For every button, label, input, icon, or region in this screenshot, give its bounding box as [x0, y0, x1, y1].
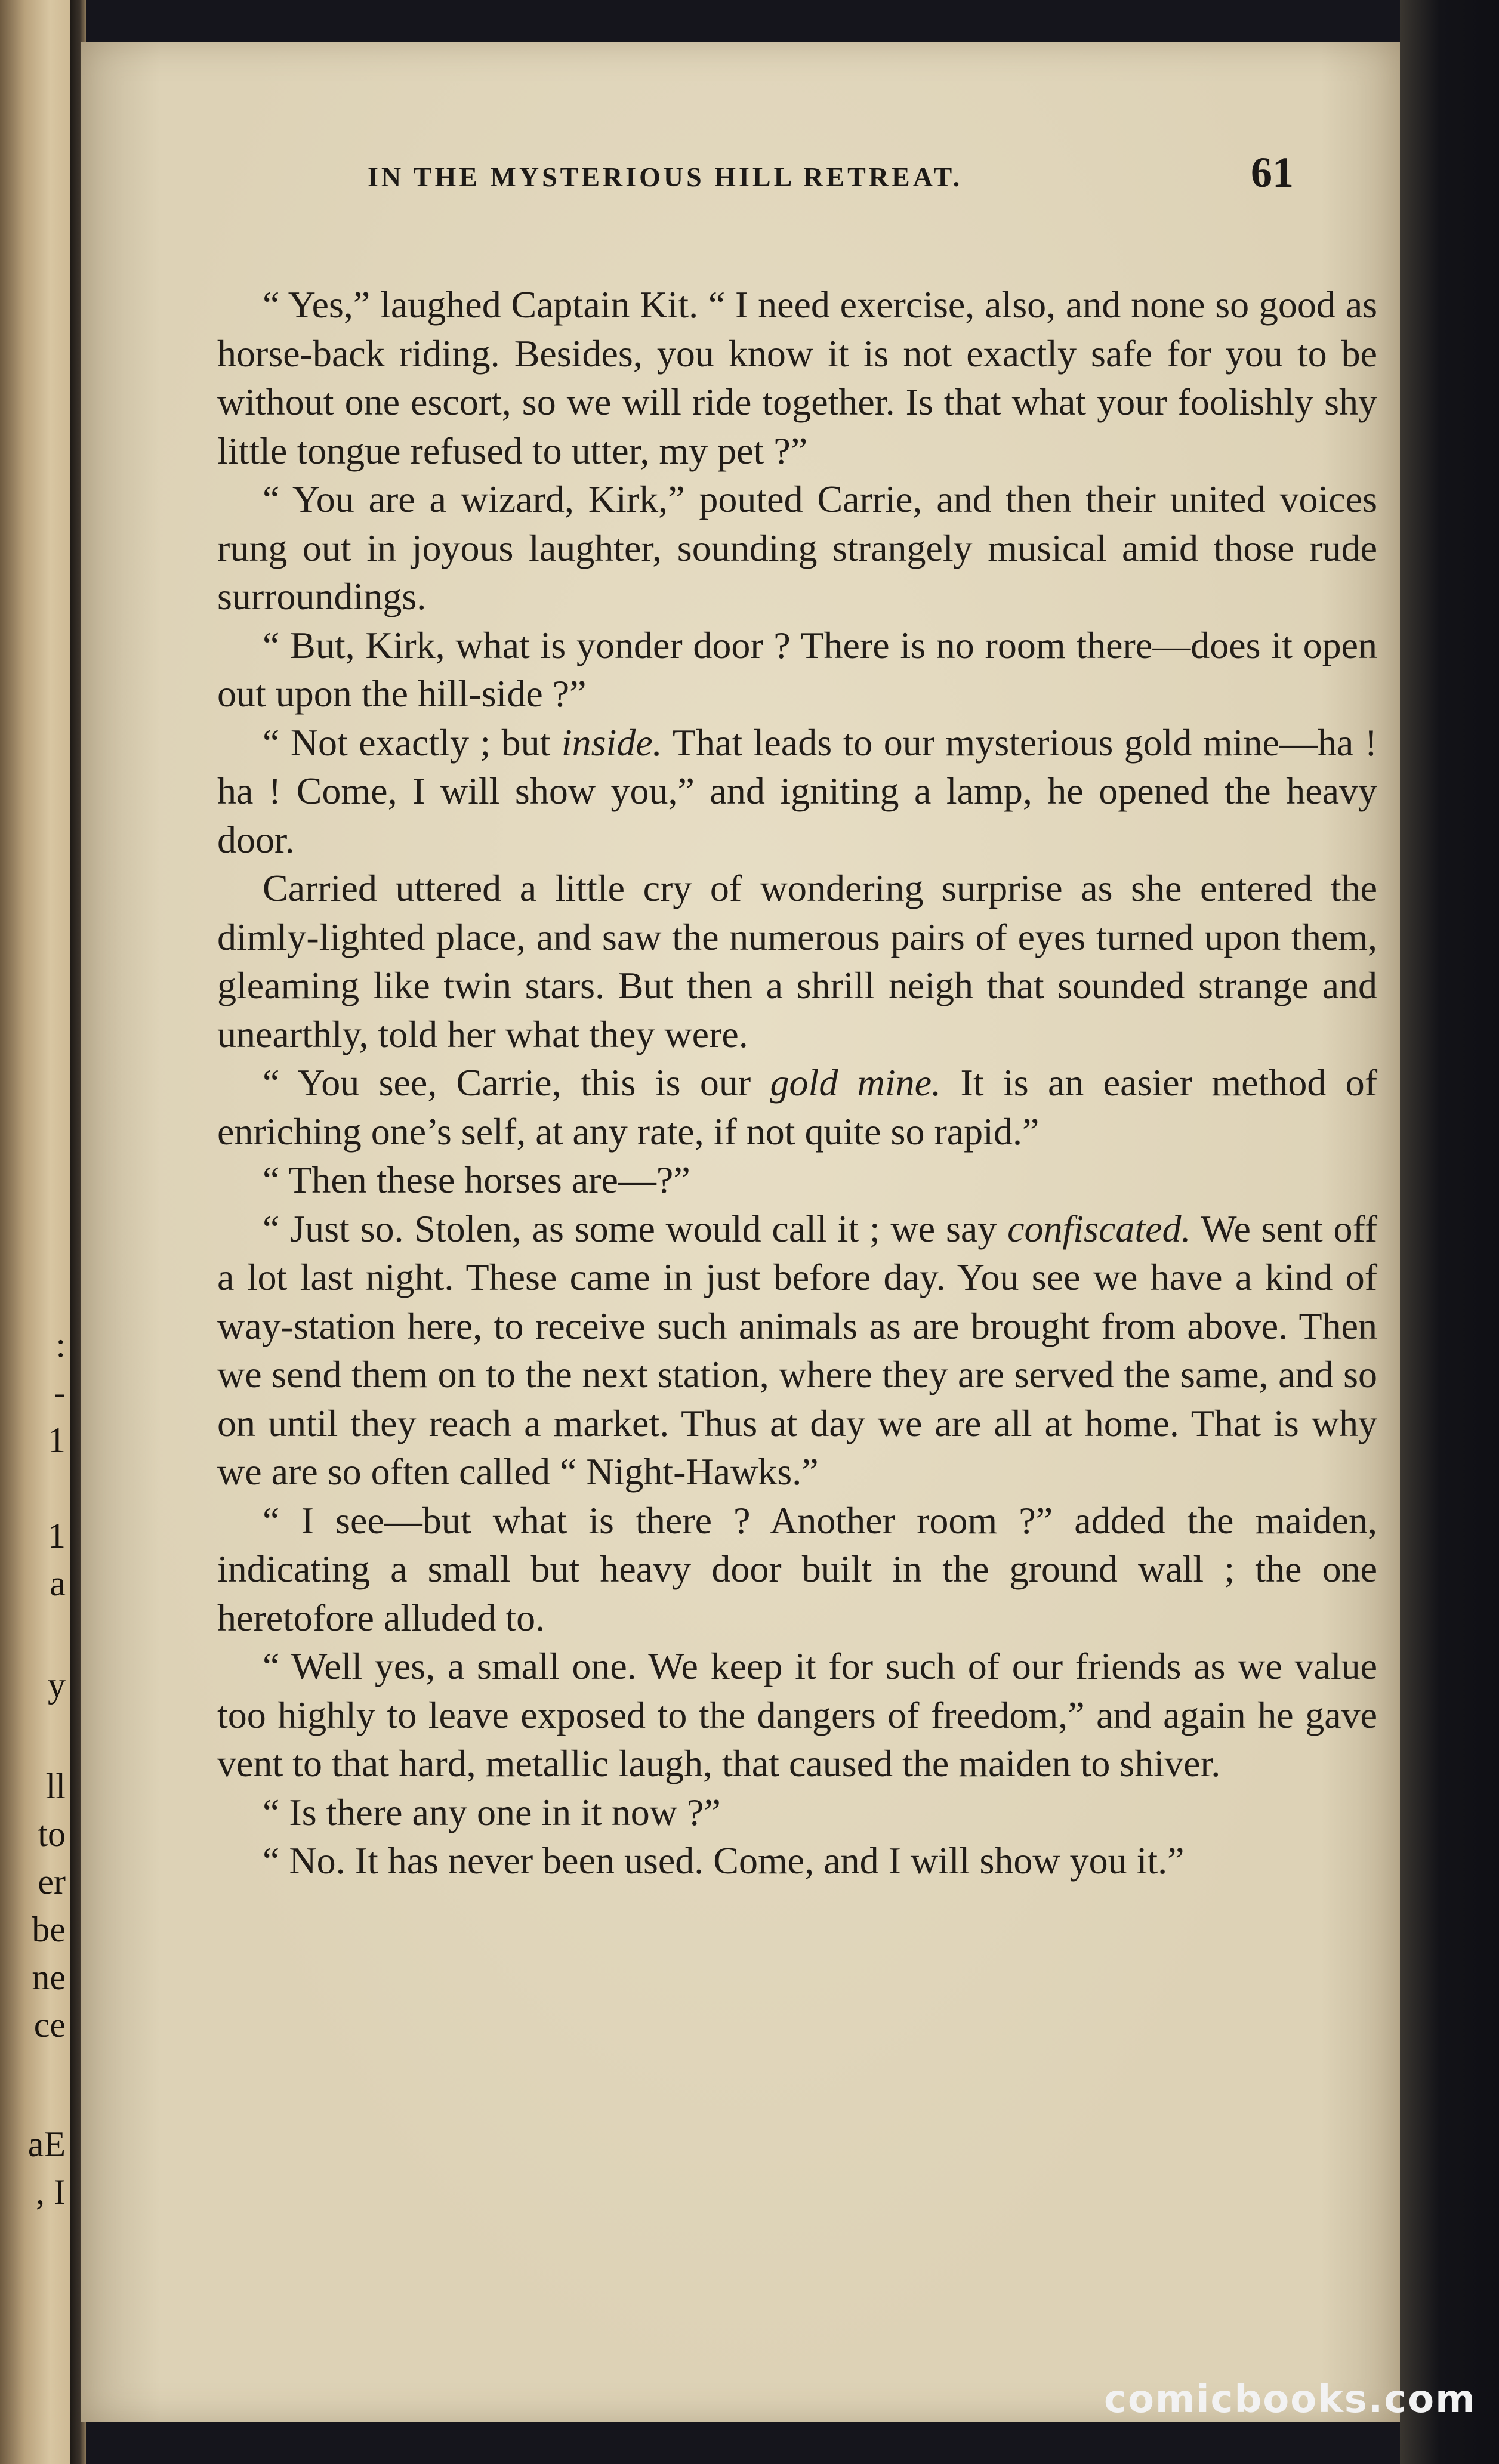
left-page-fragment: y: [48, 1665, 66, 1705]
paragraph-text: “ You see, Carrie, this is our: [263, 1061, 770, 1104]
italic-text: gold mine.: [770, 1061, 942, 1104]
paragraph: [217, 1836, 1377, 1885]
paragraph-text: Carried uttered a little cry of wondering surprise as she entered the dimly-lighted place, and saw the numerous pairs of eyes turned upon them, gleaming like twin stars. But then a shrill neigh that sounded strange and unearthly, told her what they were.: [217, 867, 1377, 1055]
paragraph: [217, 1642, 1377, 1788]
paragraph-text: “ But, Kirk, what is yonder door ? There is no room there—does it open out upon the hill-side ?”: [217, 623, 1377, 715]
paragraph-text: “ You are a wizard, Kirk,” pouted Carrie, and then their united voices rung out in joyous laughter, sounding strangely musical amid those rude surroundings.: [217, 478, 1377, 617]
body-text: [217, 280, 1377, 1885]
left-page-fragment: -: [54, 1373, 66, 1412]
paragraph: [217, 475, 1377, 621]
italic-text: inside.: [561, 721, 662, 764]
paragraph-text: “ Yes,” laughed Captain Kit. “ I need exercise, also, and none so good as horse-back riding. Besides, you know it is not exactly safe for you to be without one escort, so we will ride together. Is that what your foolishly shy little tongue refused to utter, my pet ?”: [217, 283, 1377, 472]
left-page-fragment: ll: [45, 1767, 66, 1806]
book-right-edge: [1400, 0, 1499, 2464]
paragraph: [217, 1496, 1377, 1642]
paragraph-text: “ Then these horses are—?”: [263, 1159, 690, 1201]
book-page: [81, 42, 1400, 2422]
left-page-fragment: ne: [32, 1957, 66, 1997]
paragraph-text: That leads to our mysterious gold mine—ha ! ha ! Come, I will show you,” and igniting a lamp, he opened the heavy door.: [217, 721, 1378, 861]
paragraph: [217, 621, 1377, 718]
left-page-fragment: er: [38, 1862, 66, 1901]
paragraph-text: “ Just so. Stolen, as some would call it ; we say: [263, 1207, 1008, 1250]
left-page-fragment: :: [55, 1325, 66, 1364]
left-page-fragment: ce: [33, 2005, 66, 2045]
left-page-fragment: , I: [36, 2172, 66, 2212]
paragraph-text: We sent off a lot last night. These came in just before day. You see we have a kind of way-station here, to receive such animals as are brought from above. Then we send them on to the next station, where they are served the same, and so on until they reach a market. Thus at day we are all at home. That is why we are so often called “ Night-Hawks.”: [217, 1207, 1378, 1493]
paragraph: [217, 1788, 1377, 1837]
paragraph-text: “ Is there any one in it now ?”: [263, 1790, 721, 1833]
left-page-fragment: aE: [27, 2125, 66, 2164]
running-head: IN THE MYSTERIOUS HILL RETREAT.: [368, 162, 963, 192]
left-page-fragment: 1: [48, 1516, 66, 1555]
page-number: 61: [1251, 149, 1294, 196]
left-page-fragment: be: [32, 1910, 66, 1949]
paragraph-text: “ No. It has never been used. Come, and I will show you it.”: [263, 1839, 1185, 1882]
paragraph: [217, 280, 1377, 475]
left-page-fragment: a: [50, 1564, 66, 1603]
paragraph: [217, 718, 1377, 864]
paragraph-text: “ Not exactly ; but: [263, 721, 562, 764]
paragraph-text: “ Well yes, a small one. We keep it for such of our friends as we value too highly to leave exposed to the dangers of freedom,” and again he gave vent to that hard, metallic laugh, that caused the maiden to shiver.: [217, 1645, 1377, 1784]
left-page-fragment: 1: [48, 1421, 66, 1460]
paragraph: [217, 1156, 1377, 1205]
paragraph-text: “ I see—but what is there ? Another room ?” added the maiden, indicating a small but heavy door built in the ground wall ; the one heretofore alluded to.: [217, 1499, 1377, 1639]
paragraph: [217, 1058, 1377, 1156]
paragraph: [217, 864, 1377, 1058]
watermark: comicbooks.com: [1104, 2377, 1476, 2422]
paragraph-text: It is an easier method of enriching one’s self, at any rate, if not quite so rapid.”: [217, 1061, 1378, 1153]
paragraph: [217, 1205, 1377, 1496]
italic-text: confiscated.: [1007, 1207, 1191, 1250]
left-page-fragment: to: [38, 1814, 66, 1854]
previous-page-edge: [0, 0, 72, 2464]
